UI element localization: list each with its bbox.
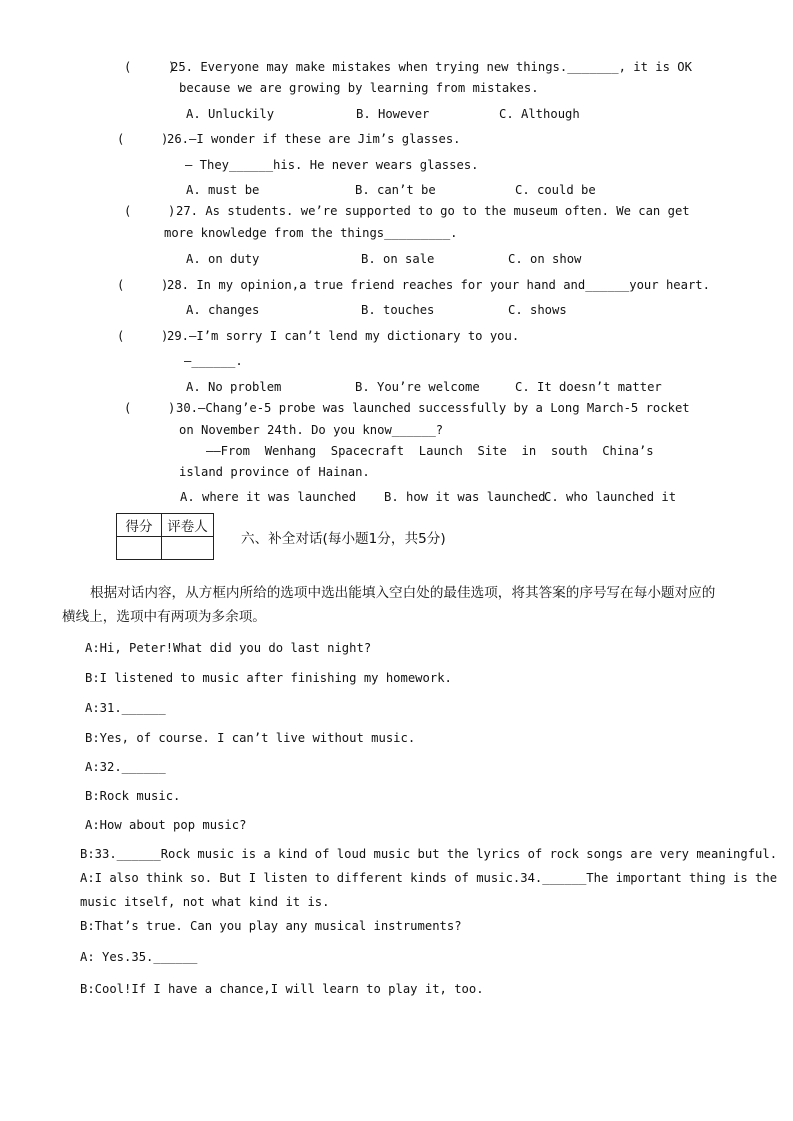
option-c: C. who launched it (544, 490, 677, 504)
dialogue-line: A:Hi, Peter!What did you do last night? (85, 641, 372, 655)
question-stem-cont: more knowledge from the things_________. (164, 226, 458, 240)
grader-header: 评卷人 (162, 514, 214, 537)
grader-cell[interactable] (162, 537, 214, 560)
section-instruction-cont: 横线上，选项中有两项为多余项。 (62, 609, 266, 625)
option-c: C. It doesn’t matter (515, 380, 662, 394)
section-instruction: 根据对话内容，从方框内所给的选项中选出能填入空白处的最佳选项，将其答案的序号写在每小题对应的 (90, 585, 716, 601)
option-b: B. how it was launched (384, 490, 546, 504)
question-stem: 30.—Chang’e-5 probe was launched successfully by a Long March-5 rocket (176, 401, 690, 415)
option-c: C. shows (508, 303, 567, 317)
score-table (116, 513, 214, 560)
option-a: A. changes (186, 303, 260, 317)
dialogue-line: B:Cool!If I have a chance,I will learn to play it, too. (80, 982, 484, 996)
dialogue-line: A:How about pop music? (85, 818, 247, 832)
question-stem-cont: island province of Hainan. (179, 465, 370, 479)
question-stem: 25. Everyone may make mistakes when trying new things._______, it is OK (171, 60, 692, 74)
option-b: B. However (356, 107, 430, 121)
score-cell[interactable] (117, 537, 162, 560)
option-c: C. Although (499, 107, 580, 121)
option-b: B. You’re welcome (355, 380, 480, 394)
question-stem: 26.—I wonder if these are Jim’s glasses. (167, 132, 461, 146)
question-stem: 29.—I’m sorry I can’t lend my dictionary to you. (167, 329, 520, 343)
option-b: B. on sale (361, 252, 435, 266)
question-stem-cont: ——From Wenhang Spacecraft Launch Site in south China’s (206, 444, 654, 458)
section-title: 六、补全对话(每小题1分，共5分) (241, 531, 446, 547)
dialogue-line: B:I listened to music after finishing my homework. (85, 671, 452, 685)
option-b: B. can’t be (355, 183, 436, 197)
option-a: A. on duty (186, 252, 260, 266)
option-c: C. on show (508, 252, 582, 266)
score-header: 得分 (117, 514, 162, 537)
question-stem-cont: because we are growing by learning from mistakes. (179, 81, 539, 95)
option-a: A. Unluckily (186, 107, 275, 121)
option-a: A. must be (186, 183, 260, 197)
dialogue-line: B:Rock music. (85, 789, 181, 803)
dialogue-line: B:That’s true. Can you play any musical instruments? (80, 919, 462, 933)
question-stem-cont: —______. (184, 354, 243, 368)
option-b: B. touches (361, 303, 435, 317)
dialogue-line: B:Yes, of course. I can’t live without music. (85, 731, 416, 745)
option-c: C. could be (515, 183, 596, 197)
answer-paren[interactable]: ( ) (124, 401, 176, 415)
dialogue-blank-32[interactable]: A:32.______ (85, 760, 166, 774)
question-stem: 27. As students. we’re supported to go to the museum often. We can get (176, 204, 690, 218)
answer-paren[interactable]: ( ) (117, 329, 169, 343)
question-stem: 28. In my opinion,a true friend reaches for your hand and______your heart. (167, 278, 710, 292)
question-stem-cont: — They______his. He never wears glasses. (185, 158, 479, 172)
dialogue-line: music itself, not what kind it is. (80, 895, 330, 909)
dialogue-blank-35[interactable]: A: Yes.35.______ (80, 950, 198, 964)
dialogue-blank-31[interactable]: A:31.______ (85, 701, 166, 715)
answer-paren[interactable]: ( ) (124, 204, 176, 218)
dialogue-blank-33[interactable]: B:33.______Rock music is a kind of loud music but the lyrics of rock songs are very meaningful. (80, 847, 778, 861)
option-a: A. where it was launched (180, 490, 357, 504)
answer-paren[interactable]: ( ) (124, 60, 176, 74)
answer-paren[interactable]: ( ) (117, 278, 169, 292)
answer-paren[interactable]: ( ) (117, 132, 169, 146)
option-a: A. No problem (186, 380, 282, 394)
question-stem-cont: on November 24th. Do you know______? (179, 423, 444, 437)
dialogue-blank-34[interactable]: A:I also think so. But I listen to different kinds of music.34.______The important thing is the (80, 871, 778, 885)
